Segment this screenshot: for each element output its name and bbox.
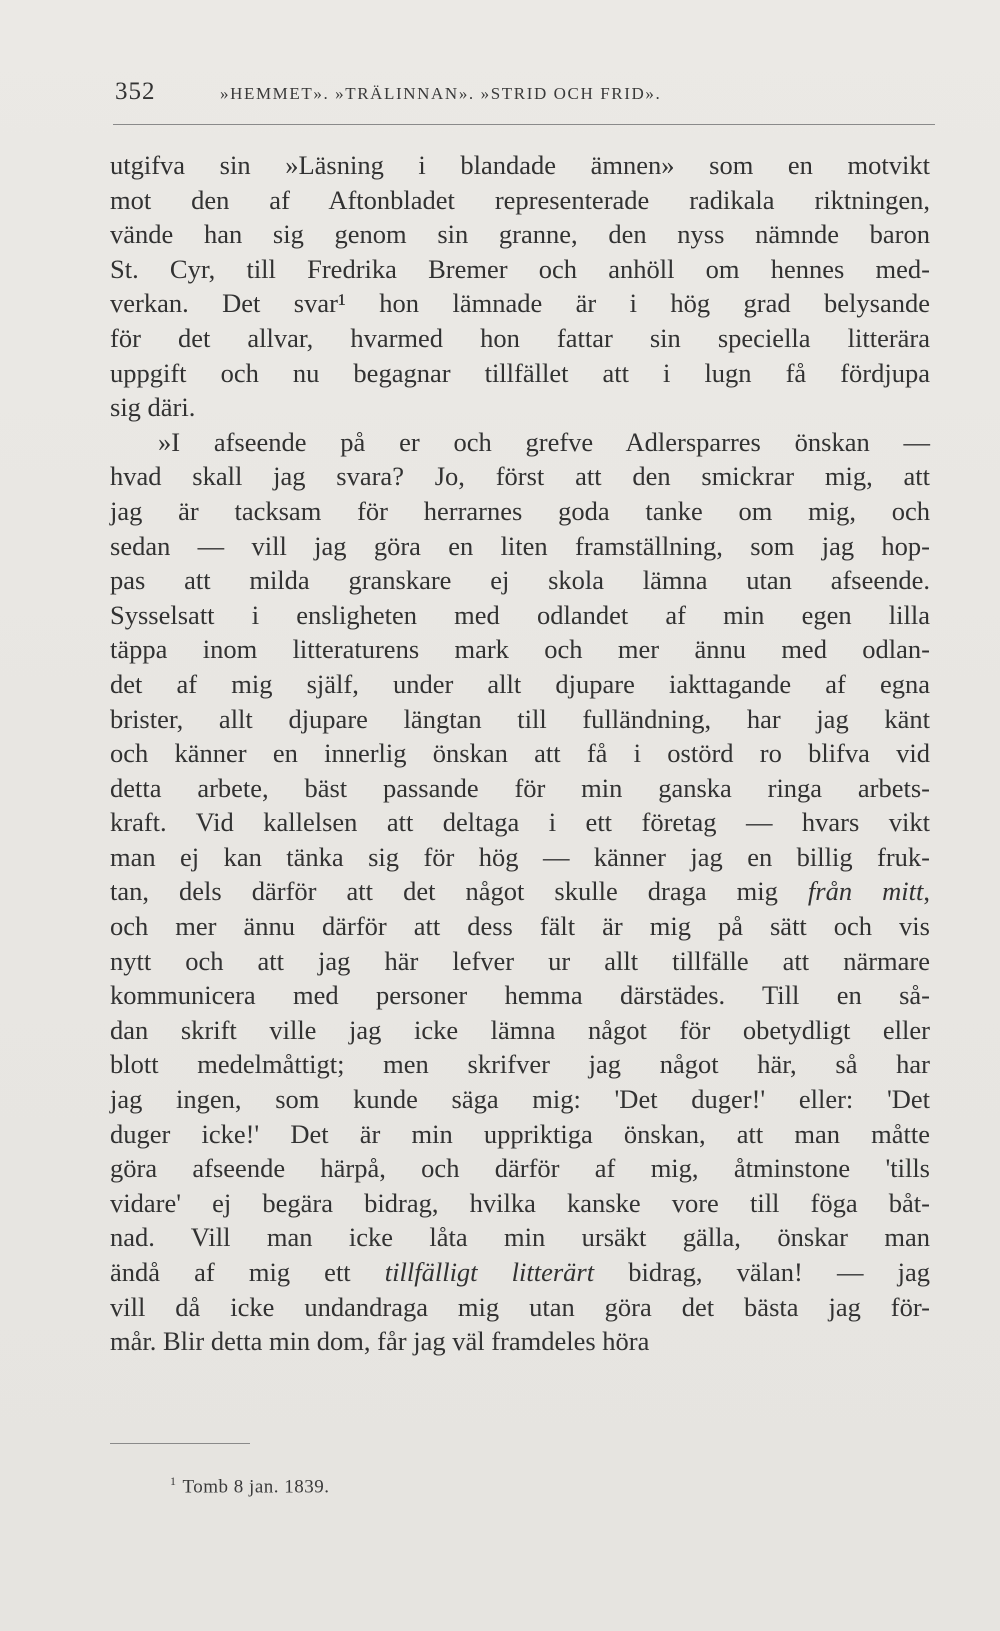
text-line: brister, allt djupare längtan till fulländning, har jag känt: [110, 703, 930, 734]
text-line: duger icke!' Det är min uppriktiga önskan, att man måtte: [110, 1118, 930, 1149]
text-line: kommunicera med personer hemma därstädes. Till en så-: [110, 980, 930, 1011]
header-rule: [113, 124, 935, 125]
body-text: [110, 148, 930, 1359]
text-line: detta arbete, bäst passande för min ganska ringa arbets-: [110, 772, 930, 803]
text-line: uppgift och nu begagnar tillfället att i lugn få fördjupa: [110, 357, 930, 388]
running-head: »HEMMET». »TRÄLINNAN». »STRID OCH FRID».: [220, 84, 662, 103]
text-line: vidare' ej begära bidrag, hvilka kanske vore till föga båt-: [110, 1187, 930, 1218]
page-number: 352: [115, 78, 156, 105]
text-line: nytt och att jag här lefver ur allt tillfälle att närmare: [110, 945, 930, 976]
text-segment: bidrag, välan! — jag: [594, 1257, 930, 1287]
text-line: göra afseende härpå, och därför af mig, åtminstone 'tills: [110, 1153, 930, 1184]
text-line: sig däri.: [110, 392, 196, 423]
footnote-marker: 1: [170, 1474, 177, 1488]
text-line: och mer ännu därför att dess fält är mig på sätt och vis: [110, 911, 930, 942]
text-line: det af mig själf, under allt djupare iakttagande af egna: [110, 668, 930, 699]
text-line: [110, 874, 930, 909]
text-line: nad. Vill man icke låta min ursäkt gälla, önskar man: [110, 1222, 930, 1253]
text-line: hvad skall jag svara? Jo, först att den smickrar mig, att: [110, 461, 930, 492]
footnote-text: Tomb 8 jan. 1839.: [182, 1476, 330, 1498]
page-header: [115, 78, 935, 118]
text-line: St. Cyr, till Fredrika Bremer och anhöll om hennes med-: [110, 253, 930, 284]
text-line: för det allvar, hvarmed hon fattar sin speciella litterära: [110, 322, 930, 353]
text-segment: ändå af mig ett: [110, 1257, 385, 1287]
text-line: verkan. Det svar¹ hon lämnade är i hög grad belysande: [110, 288, 930, 319]
text-line: vill då icke undandraga mig utan göra det bästa jag för-: [110, 1291, 930, 1322]
text-line: jag ingen, som kunde säga mig: 'Det duger!' eller: 'Det: [110, 1084, 930, 1115]
text-line: pas att milda granskare ej skola lämna utan afseende.: [110, 565, 930, 596]
text-line: vände han sig genom sin granne, den nyss nämnde baron: [110, 219, 930, 250]
text-line: man ej kan tänka sig för hög — känner jag en billig fruk-: [110, 841, 930, 872]
text-line: »I afseende på er och grefve Adlersparres önskan —: [158, 426, 930, 457]
text-line: dan skrift ville jag icke lämna något för obetydligt eller: [110, 1014, 930, 1045]
text-line: sedan — vill jag göra en liten framställning, som jag hop-: [110, 530, 930, 561]
text-line: täppa inom litteraturens mark och mer ännu med odlan-: [110, 634, 930, 665]
italic-segment: från mitt: [807, 876, 924, 907]
text-line: och känner en innerlig önskan att få i ostörd ro blifva vid: [110, 738, 930, 769]
text-line: mår. Blir detta min dom, får jag väl framdeles höra: [110, 1326, 650, 1357]
text-line: blott medelmåttigt; men skrifver jag något här, så har: [110, 1049, 930, 1080]
text-line: jag är tacksam för herrarnes goda tanke om mig, och: [110, 495, 930, 526]
text-line: Sysselsatt i ensligheten med odlandet af min egen lilla: [110, 599, 930, 630]
text-line: [110, 1255, 930, 1290]
footnote-rule: [110, 1443, 250, 1444]
text-line: utgifva sin »Läsning i blandade ämnen» som en motvikt: [110, 150, 930, 180]
text-line: mot den af Aftonbladet representerade radikala riktningen,: [110, 184, 930, 215]
italic-segment: tillfälligt litterärt: [384, 1257, 595, 1287]
text-segment: ,: [923, 876, 930, 907]
text-line: kraft. Vid kallelsen att deltaga i ett företag — hvars vikt: [110, 807, 930, 838]
text-segment: tan, dels därför att det något skulle draga mig: [110, 876, 808, 907]
footnote: [170, 1474, 330, 1498]
